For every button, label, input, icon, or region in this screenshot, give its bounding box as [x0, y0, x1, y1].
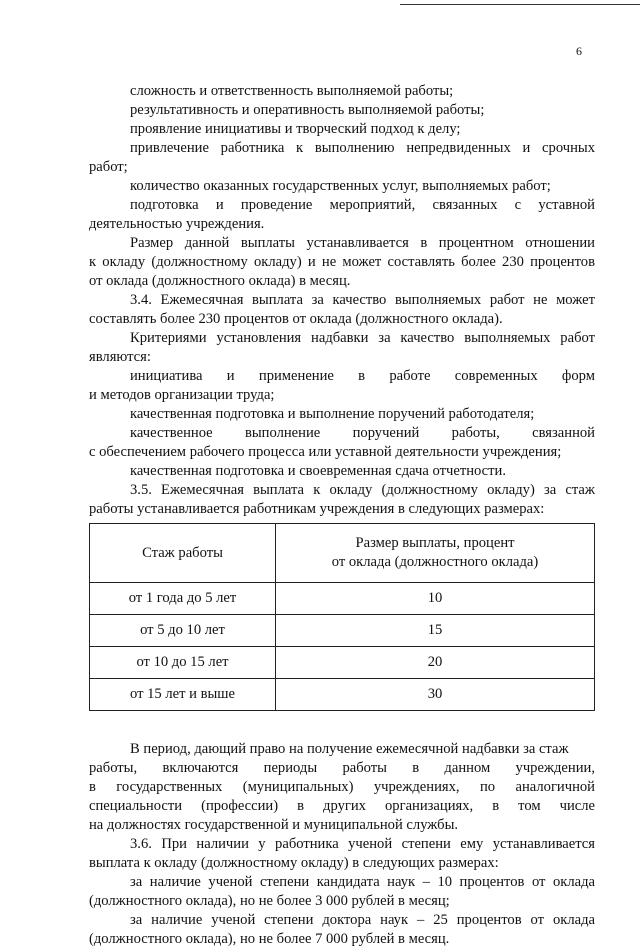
- paragraph-line: Размер данной выплаты устанавливается в процентном отношении: [130, 235, 595, 251]
- table-row: [90, 679, 595, 711]
- seniority-cell: от 10 до 15 лет: [90, 647, 276, 679]
- paragraph-line: качественная подготовка и своевременная сдача отчетности.: [130, 463, 506, 479]
- paragraph-line: результативность и оперативность выполняемой работы;: [130, 102, 485, 118]
- paragraph-line: В период, дающий право на получение ежемесячной надбавки за стаж: [130, 741, 569, 757]
- seniority-table: [89, 523, 595, 711]
- paragraph-line: с обеспечением рабочего процесса или уставной деятельности учреждения;: [89, 444, 562, 460]
- spacer: [89, 711, 595, 740]
- paragraph-line: составлять более 230 процентов от оклада (должностного оклада).: [89, 311, 503, 327]
- paragraph-line: деятельностью учреждения.: [89, 216, 265, 232]
- document-body: [89, 82, 595, 949]
- paragraph-line: в государственных (муниципальных) учреждениях, по аналогичной: [89, 779, 595, 795]
- paragraph-line: работ;: [89, 159, 128, 175]
- table-row: [90, 583, 595, 615]
- paragraph-line: привлечение работника к выполнению непредвиденных и срочных: [130, 140, 595, 156]
- table-row: [90, 647, 595, 679]
- header-payment-line-1: Размер выплаты, процент: [355, 535, 515, 551]
- seniority-cell: от 1 года до 5 лет: [90, 583, 276, 615]
- paragraph-line: 3.4. Ежемесячная выплата за качество выполняемых работ не может: [130, 292, 595, 308]
- paragraph-line: Критериями установления надбавки за качество выполняемых работ: [130, 330, 595, 346]
- paragraph-line: качественная подготовка и выполнение поручений работодателя;: [130, 406, 535, 422]
- header-seniority: Стаж работы: [90, 524, 276, 583]
- table-row: [90, 615, 595, 647]
- top-rule: [400, 4, 640, 5]
- paragraph-line: инициатива и применение в работе современных форм: [130, 368, 595, 384]
- paragraph-line: работы, включаются периоды работы в данном учреждении,: [89, 760, 595, 776]
- paragraph-line: работы устанавливается работникам учреждения в следующих размерах:: [89, 501, 545, 517]
- paragraph-line: специальности (профессии) в других организациях, в том числе: [89, 798, 595, 814]
- paragraph-line: и методов организации труда;: [89, 387, 275, 403]
- percent-cell: 20: [276, 647, 595, 679]
- percent-cell: 30: [276, 679, 595, 711]
- paragraph-line: 3.5. Ежемесячная выплата к окладу (должностному окладу) за стаж: [130, 482, 595, 498]
- percent-cell: 15: [276, 615, 595, 647]
- percent-cell: 10: [276, 583, 595, 615]
- page-number: 6: [576, 44, 582, 58]
- paragraph-line: являются:: [89, 349, 151, 365]
- paragraph-line: подготовка и проведение мероприятий, связанных с уставной: [130, 197, 595, 213]
- paragraph-line: на должностях государственной и муниципальной службы.: [89, 817, 459, 833]
- paragraph-line: 3.6. При наличии у работника ученой степени ему устанавливается: [130, 836, 595, 852]
- paragraph-line: за наличие ученой степени доктора наук – 25 процентов от оклада: [130, 912, 595, 928]
- paragraph-line: выплата к окладу (должностному окладу) в следующих размерах:: [89, 855, 499, 871]
- paragraph-line: (должностного оклада), но не более 7 000 рублей в месяц.: [89, 931, 450, 947]
- paragraph-line: проявление инициативы и творческий подход к делу;: [130, 121, 461, 137]
- paragraph-line: от оклада (должностного оклада) в месяц.: [89, 273, 351, 289]
- paragraph-line: (должностного оклада), но не более 3 000 рублей в месяц;: [89, 893, 450, 909]
- header-payment-size: [276, 524, 595, 583]
- paragraph-line: за наличие ученой степени кандидата наук – 10 процентов от оклада: [130, 874, 595, 890]
- seniority-cell: от 5 до 10 лет: [90, 615, 276, 647]
- paragraph-line: сложность и ответственность выполняемой работы;: [130, 83, 454, 99]
- paragraph-line: к окладу (должностному окладу) и не может составлять более 230 процентов: [89, 254, 595, 270]
- seniority-cell: от 15 лет и выше: [90, 679, 276, 711]
- paragraph-line: качественное выполнение поручений работы, связанной: [130, 425, 595, 441]
- table-header-row: [90, 524, 595, 583]
- paragraph-line: количество оказанных государственных услуг, выполняемых работ;: [130, 178, 551, 194]
- header-payment-line-2: от оклада (должностного оклада): [331, 554, 539, 570]
